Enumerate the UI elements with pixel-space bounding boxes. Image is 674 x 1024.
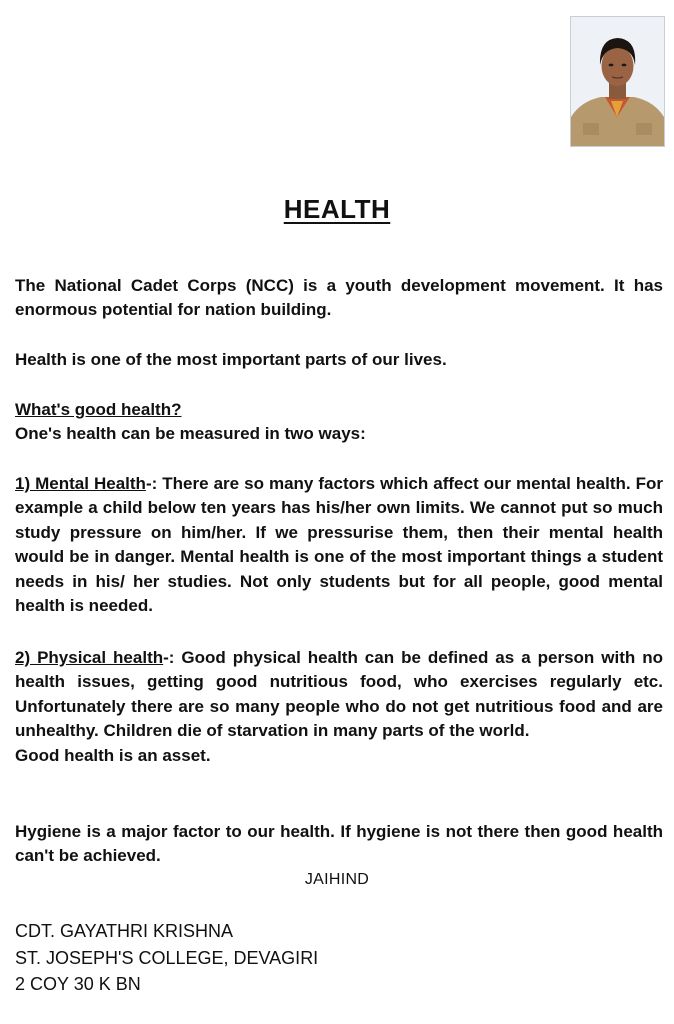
closing-salutation: JAIHIND [304, 871, 370, 888]
cadet-photo [570, 16, 665, 147]
importance-text: Health is one of the most important parts of our lives. [15, 350, 447, 369]
physical-health-label: 2) Physical health [15, 648, 164, 667]
good-health-heading: What's good health? [15, 400, 182, 419]
good-health-section [15, 398, 663, 447]
signature-block [15, 918, 318, 998]
signature-college: ST. JOSEPH'S COLLEGE, DEVAGIRI [15, 947, 319, 968]
intro-text: The National Cadet Corps (NCC) is a youth development movement. It has enormous potential for nation building. [15, 276, 663, 320]
physical-health-text: Good physical health can be defined as a person with no health issues, getting good nutritious food, who exercises regularly etc. Unfortunately there are so many people who do not get nutritious food and are unhealthy. Children die of starvation in many parts of the world. [15, 648, 663, 741]
intro-paragraph [15, 274, 663, 323]
signature-unit: 2 COY 30 K BN [15, 974, 141, 994]
document-title: HEALTH [283, 194, 391, 224]
physical-health-paragraph [15, 646, 663, 768]
good-health-line: One's health can be measured in two ways: [15, 424, 366, 444]
hygiene-text: Hygiene is a major factor to our health. If hygiene is not there then good health can't be achieved. [15, 822, 663, 866]
mental-health-label: 1) Mental Health [15, 474, 146, 493]
physical-health-separator: -: [163, 648, 175, 667]
mental-health-separator: -: [145, 474, 158, 493]
importance-paragraph [15, 348, 663, 372]
mental-health-paragraph [15, 472, 663, 618]
cadet-portrait-image [571, 17, 664, 146]
signature-name: CDT. GAYATHRI KRISHNA [15, 921, 234, 941]
hygiene-paragraph [15, 820, 663, 869]
asset-line: Good health is an asset. [15, 745, 211, 765]
mental-health-text: There are so many factors which affect our mental health. For example a child below ten years has his/her own limits. We cannot put so much study pressure on him/her. If we pressurise them, then their mental health would be in danger. Mental health is one of the most important things a student needs in his/ her studies. Not only students but for all people, good mental health is needed. [15, 474, 663, 616]
